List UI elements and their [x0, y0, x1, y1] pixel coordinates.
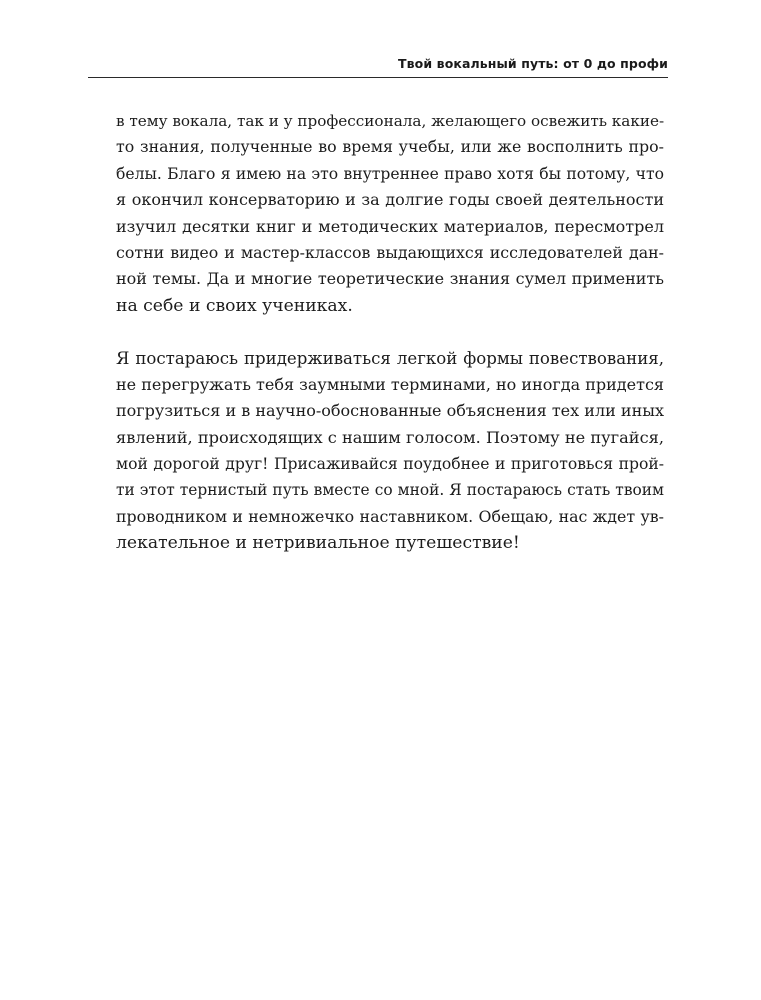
text-line: ной темы. Да и многие теоретические знания сумел применить: [116, 269, 664, 289]
body-text: [116, 108, 664, 583]
paragraph-2: [116, 346, 664, 557]
text-line: ти этот тернистый путь вместе со мной. Я постараюсь стать твоим: [116, 481, 664, 500]
text-line: в тему вокала, так и у профессионала, желающего освежить какие-: [116, 112, 664, 130]
text-line: явлений, происходящих с нашим голосом. Поэтому не пугайся,: [116, 427, 664, 447]
text-line: лекательное и нетривиальное путешествие!: [116, 533, 520, 554]
running-header: Твой вокальный путь: от 0 до профи: [398, 56, 668, 71]
text-line: проводником и немножечко наставником. Обещаю, нас ждет ув-: [116, 506, 664, 526]
text-line: мой дорогой друг! Присаживайся поудобнее и приготовься прой-: [116, 455, 664, 474]
text-line: изучил десятки книг и методических материалов, пересмотрел: [116, 216, 664, 236]
text-line: на себе и своих учениках.: [116, 295, 353, 316]
text-line: сотни видео и мастер-классов выдающихся исследователей дан-: [116, 242, 664, 262]
text-line: не перегружать тебя заумными терминами, но иногда придется: [116, 374, 664, 394]
header-rule: [88, 77, 668, 78]
text-line: я окончил консерваторию и за долгие годы своей деятельности: [116, 190, 664, 210]
text-line: белы. Благо я имею на это внутреннее право хотя бы потому, что: [116, 164, 664, 183]
text-line: Я постараюсь придерживаться легкой формы повествования,: [116, 348, 664, 368]
paragraph-1: [116, 108, 664, 319]
text-line: то знания, полученные во время учебы, или же восполнить про-: [116, 137, 664, 157]
text-line: погрузиться и в научно-обоснованные объяснения тех или иных: [116, 401, 664, 421]
